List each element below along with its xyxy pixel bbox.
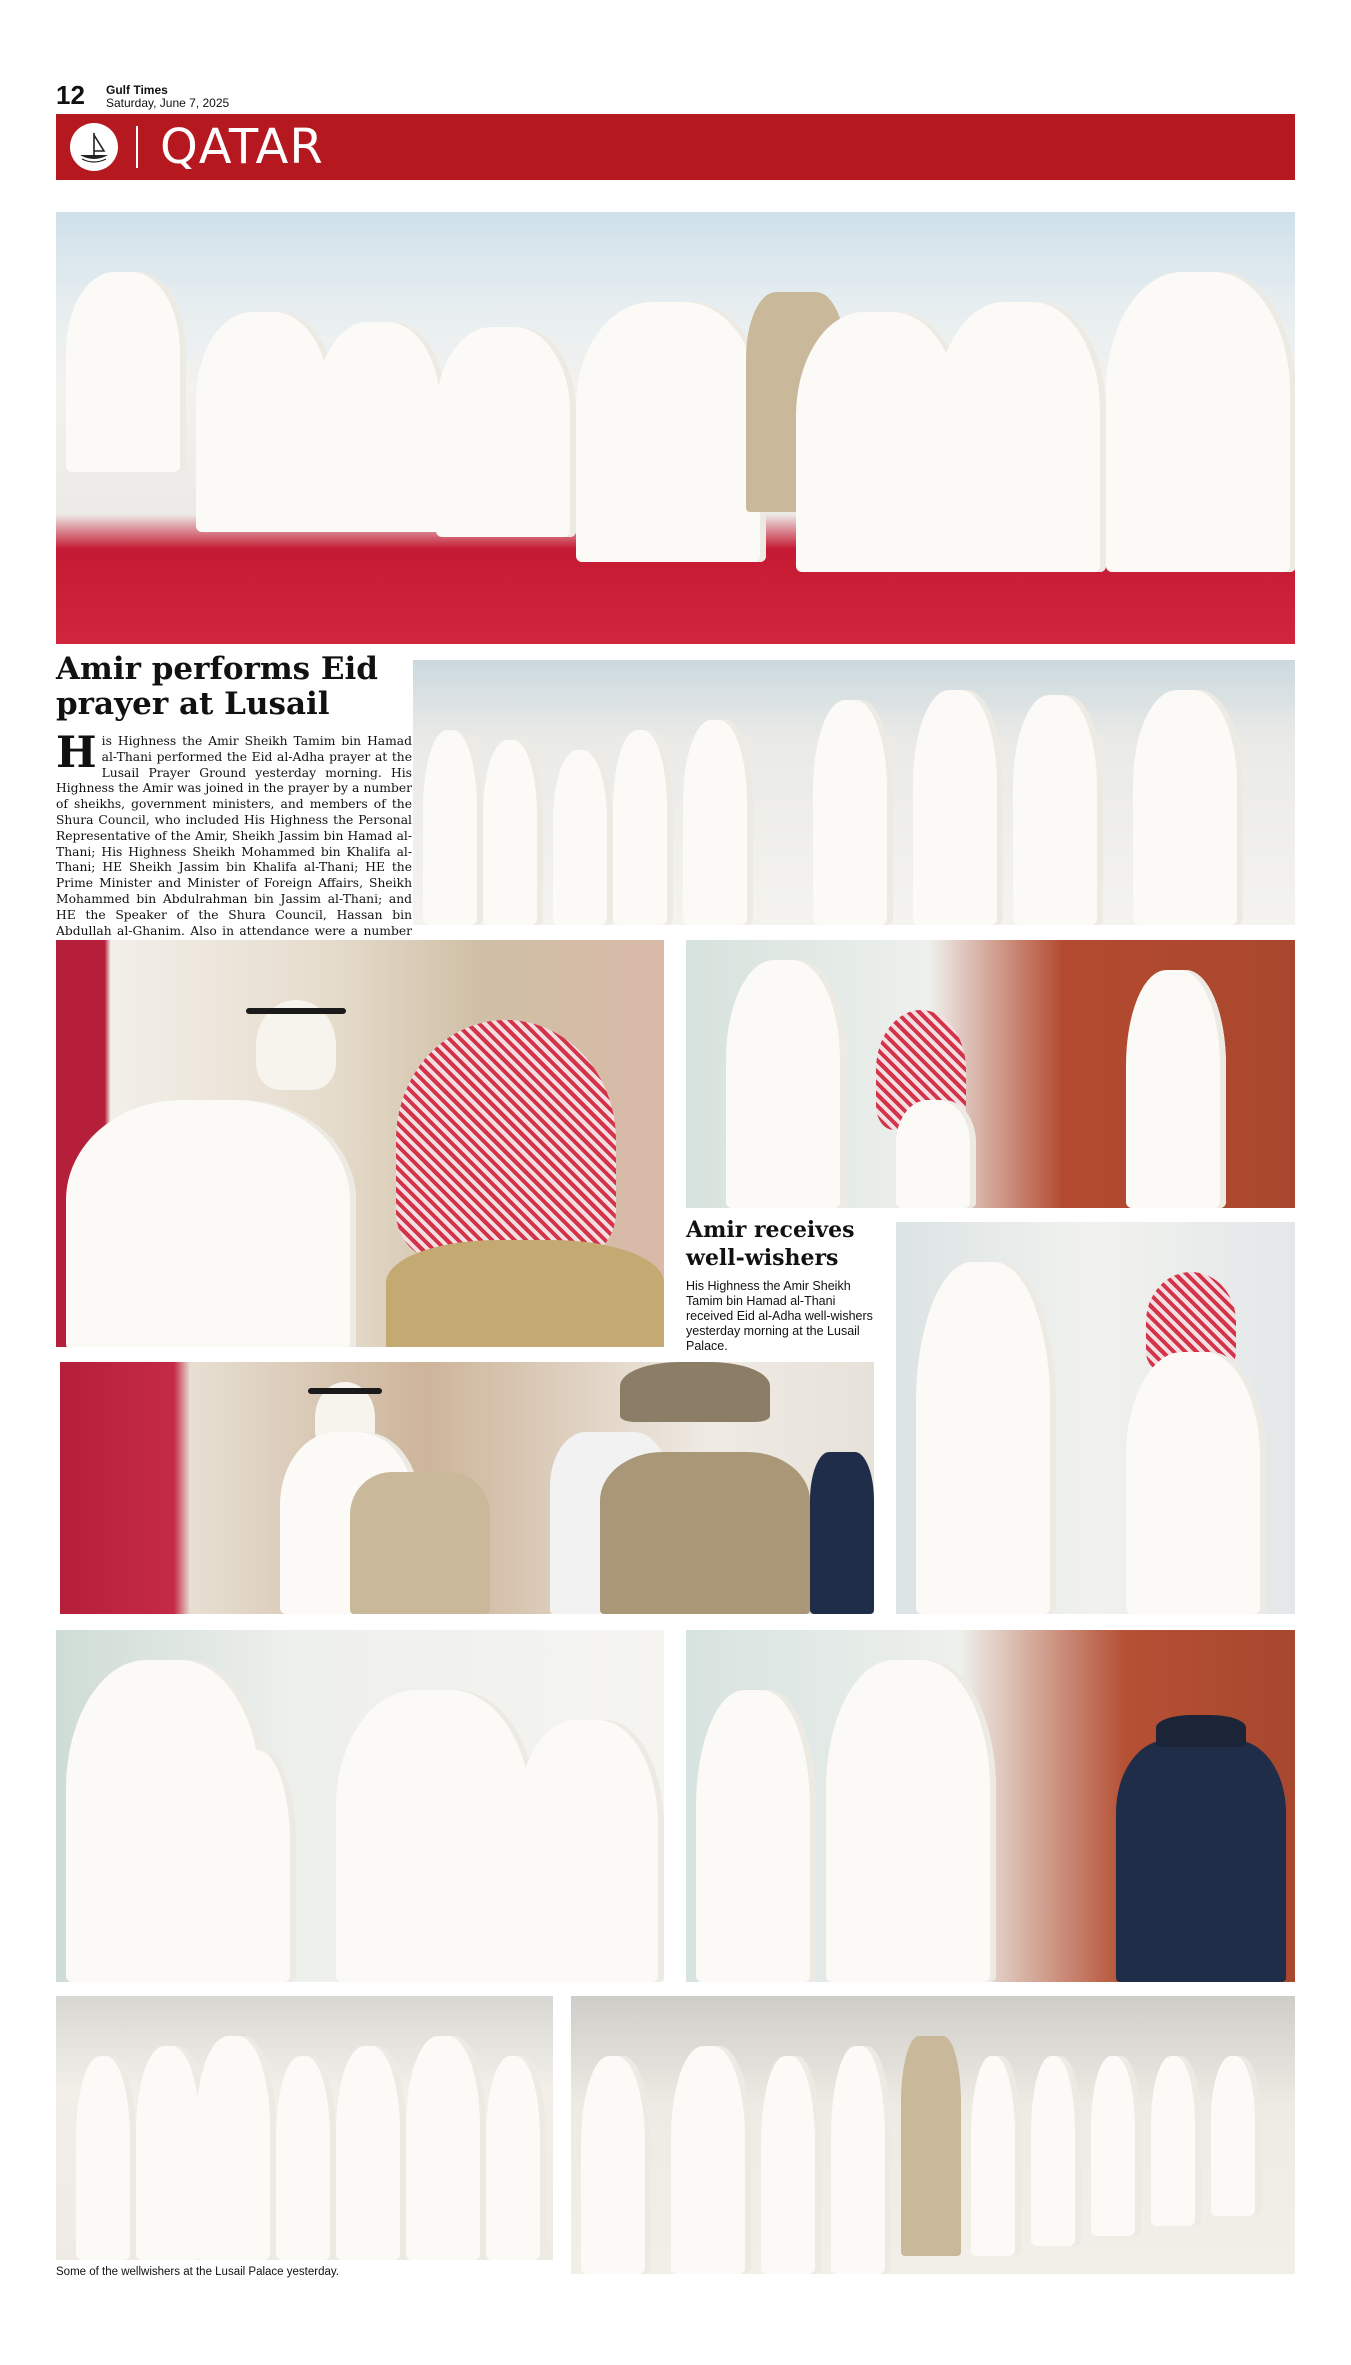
photo-amir-handshake-2	[896, 1222, 1295, 1614]
photo-amir-handshake-1	[686, 940, 1295, 1208]
publication-info	[106, 84, 229, 110]
story2-intro: His Highness the Amir Sheikh Tamim bin Hamad al-Thani received Eid al-Adha well-wishers yesterday morning at the Lusail Palace.	[686, 1279, 873, 1353]
banner-divider	[136, 126, 138, 168]
story-body-text: is Highness the Amir Sheikh Tamim bin Hamad al-Thani performed the Eid al-Adha prayer at the Lusail Prayer Ground yesterday morning. His Highness the Amir was joined in the prayer by a number of sheikhs, government ministers, and members of the Shura Council, who included His Highness the Personal Representative of the Amir, Sheikh Jassim bin Hamad al-Thani; His Highness Sheikh Mohammed bin Khalifa al-Thani; HE Sheikh Jassim bin Khalifa al-Thani; HE the Prime Minister and Minister of Foreign Affairs, Sheikh Mohammed bin Abdulrahman bin Jassim al-Thani; and HE the Speaker of the Shura Council, Hassan bin Abdullah al-Ghanim. Also in attendance were a number	[56, 734, 412, 938]
photo-wellwishers-1	[56, 1996, 553, 2260]
page-number: 12	[56, 80, 85, 110]
publication-date: Saturday, June 7, 2025	[106, 96, 230, 110]
publication-name: Gulf Times	[106, 83, 168, 97]
section-title: QATAR	[160, 119, 324, 175]
section-banner	[56, 114, 1295, 180]
dhow-icon	[70, 123, 118, 171]
photo-amir-officers	[60, 1362, 874, 1614]
photo-caption: Some of the wellwishers at the Lusail Palace yesterday.	[56, 2266, 339, 2278]
photo-eid-prayer-front-row	[56, 212, 1295, 644]
photo-worshippers-standing	[413, 660, 1295, 925]
story-headline: Amir performs Eid prayer at Lusail	[56, 651, 378, 722]
photo-amir-handshake-3	[56, 1630, 664, 1982]
photo-amir-smiling	[56, 940, 664, 1347]
story2-headline: Amir receives well-wishers	[686, 1217, 855, 1271]
photo-amir-handshake-4	[686, 1630, 1295, 1982]
story-body	[56, 728, 412, 972]
drop-cap: H	[56, 728, 97, 778]
photo-wellwishers-2	[571, 1996, 1295, 2274]
